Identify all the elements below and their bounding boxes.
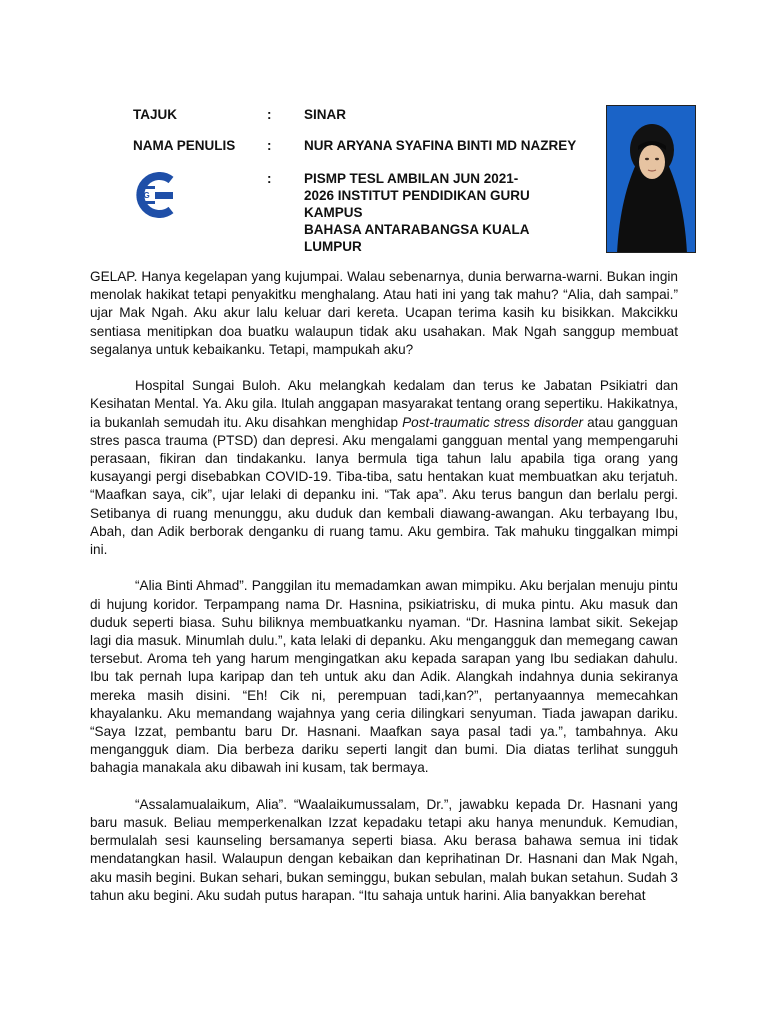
institution-line: LUMPUR	[304, 239, 362, 254]
author-photo	[606, 105, 696, 253]
story-body	[90, 268, 678, 905]
paragraph-4	[90, 796, 678, 905]
paragraph-text: “Assalamualaikum, Alia”. “Waalaikumussalam, Dr.”, jawabku kepada Dr. Hasnani yang baru masuk. Beliau memperkenalkan Izzat kepadaku tetapi aku hanya menunduk. Kemudian, bermulalah sesi kaunseling bersamanya seperti biasa. Aku berasa bahawa semua ini tidak mendatangkan hasil. Walaupun dengan kebaikan dan keprihatinan Dr. Hasnani dan Mak Ngah, aku masih begini. Bukan sehari, bukan seminggu, bukan sebulan, malah bukan setahun. Sudah 3 tahun aku begini. Aku sudah putus harapan. “Itu sahaja untuk harini. Alia banyakkan berehat	[90, 796, 678, 903]
paragraph-text: GELAP. Hanya kegelapan yang kujumpai. Walau sebenarnya, dunia berwarna-warni. Bukan ingin menolak hakikat tetapi penyakitku menghalang. Atau hati ini yang tak mahu? “Alia, dah sampai.” ujar Mak Ngah. Aku akur lalu keluar dari kereta. Ucapan terima kasih ku bisikkan. Makcikku sentiasa menitipkan doa buatku walaupun tidak aku usahakan. Mak Ngah sanggup membuat segalanya untuk kebaikanku. Tetapi, mampukah aku?	[90, 269, 678, 357]
title-label: TAJUK	[133, 107, 178, 122]
italic-term: Post-traumatic stress disorder	[402, 414, 584, 430]
paragraph-3	[90, 577, 678, 777]
paragraph-text: atau gangguan stres pasca trauma (PTSD) dan depresi. Aku mengalami gangguan mental yang mempengaruhi perasaan, fikiran dan tindakanku. Ianya bermula tiga tahun lalu apabila tiga orang yang kusayangi pergi disebabkan COVID-19. Tiba-tiba, satu hentakan kuat membuatkan aku terjatuh. “Maafkan saya, cik”, ujar lelaki di depanku ini. “Tak apa”. Aku terus bangun dan berlalu pergi. Setibanya di ruang menunggu, aku duduk dan kembali diawang-awangan. Aku terbayang Ibu, Abah, dan Adik berborak denganku di ruang tamu. Aku gembira. Tak mahuku tinggalkan mimpi ini.	[90, 414, 678, 558]
title-value: SINAR	[304, 107, 347, 122]
paragraph-1	[90, 268, 678, 359]
institution-line: KAMPUS	[304, 205, 363, 220]
institution-colon: :	[267, 171, 272, 186]
author-colon: :	[267, 138, 272, 153]
paragraph-2	[90, 377, 678, 559]
paragraph-text: “Alia Binti Ahmad”. Panggilan itu memadamkan awan mimpiku. Aku berjalan menuju pintu di hujung koridor. Terpampang nama Dr. Hasnina, psikiatrisku, di muka pintu. Aku masuk dan duduk seperti biasa. Suhu biliknya membuatkanku nyaman. “Dr. Hasnina lambat sikit. Sekejap lagi dia masuk. Minumlah dulu.”, kata lelaki di depanku. Aku mengangguk dan memegang cawan tersebut. Aroma teh yang harum mengingatkan aku kepada sarapan yang Ibu sediakan dahulu. Ibu tak pernah lupa karipap dan teh untuk aku dan Adik. Alangkah indahnya dunia sekiranya mereka masih disini. “Eh! Cik ni, perempuan tadi,kan?”, pertanyaannya memecahkan khayalanku. Aku memandang wajahnya yang ceria dilingkari senyuman. Tiada jawapan dariku. “Saya Izzat, pembantu baru Dr. Hasnani. Maafkan saya pasal tadi ya.”, tambahnya. Aku mengangguk diam. Dia berbeza dariku seperti langit dan bumi. Dia diatas terlihat sungguh bahagia manakala aku dibawah ini kusam, tak bermaya.	[90, 578, 678, 776]
title-colon: :	[267, 107, 272, 122]
institution-value	[304, 170, 574, 255]
logo-text: IPG	[136, 191, 150, 200]
paragraph-text: Hospital Sungai Buloh. Aku melangkah kedalam dan terus ke Jabatan Psikiatri dan Kesihatan Mental. Ya. Aku gila. Itulah anggapan masyarakat tentang orang sepertiku. Hakikatnya, ia bukanlah semudah itu. Aku disahkan menghidap	[90, 378, 678, 430]
institution-line: PISMP TESL AMBILAN JUN 2021-	[304, 171, 519, 186]
institution-line: BAHASA ANTARABANGSA KUALA	[304, 222, 530, 237]
author-value: NUR ARYANA SYAFINA BINTI MD NAZREY	[304, 138, 577, 153]
ipg-logo	[133, 172, 175, 218]
institution-line: 2026 INSTITUT PENDIDIKAN GURU	[304, 188, 530, 203]
author-label: NAMA PENULIS	[133, 138, 236, 153]
